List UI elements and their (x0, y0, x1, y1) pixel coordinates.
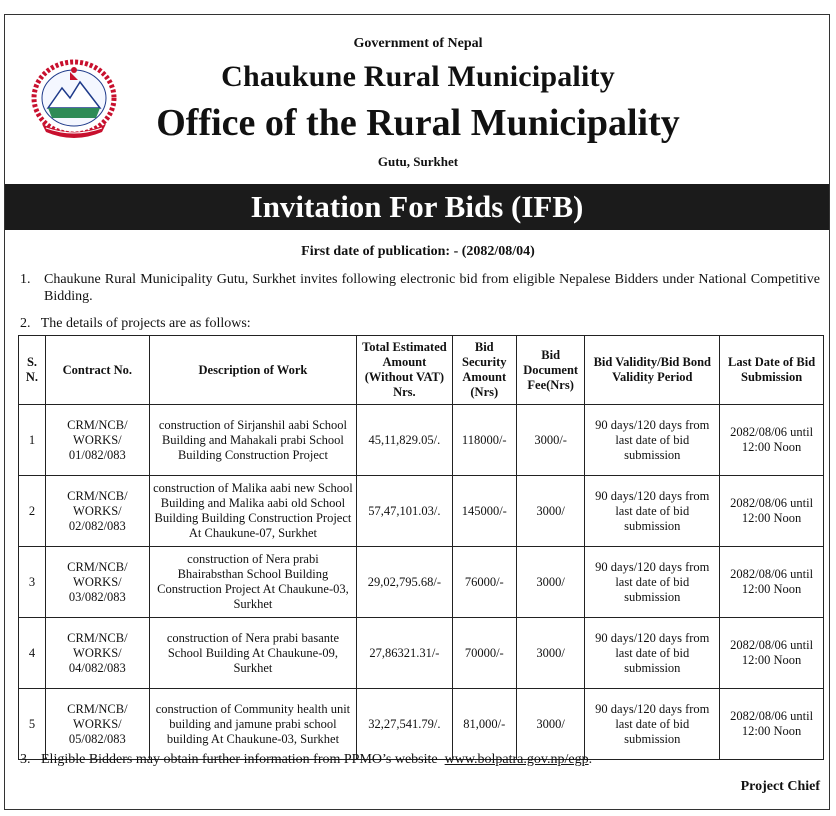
cell-sn: 3 (19, 547, 46, 618)
header-total-amount: Total Estimated Amount (Without VAT) Nrs. (357, 336, 452, 405)
cell-sn: 1 (19, 405, 46, 476)
project-chief-signature: Project Chief (740, 779, 820, 794)
ifb-banner: Invitation For Bids (IFB) (5, 184, 829, 230)
publication-date: First date of publication: - (2082/08/04) (301, 244, 535, 259)
paragraph-3-text: Eligible Bidders may obtain further information from PPMO’s website (41, 752, 438, 767)
header-last-date: Last Date of Bid Submission (720, 336, 824, 405)
cell-last-date: 2082/08/06 until 12:00 Noon (720, 689, 824, 760)
table-row (19, 547, 824, 618)
cell-security: 70000/- (452, 618, 516, 689)
paragraph-1-number: 1. (20, 272, 31, 287)
cell-contract-no: CRM/NCB/ WORKS/ 01/082/083 (45, 405, 149, 476)
cell-amount: 32,27,541.79/. (357, 689, 452, 760)
cell-last-date: 2082/08/06 until 12:00 Noon (720, 618, 824, 689)
cell-description: construction of Nera prabi basante School Building At Chaukune-09, Surkhet (149, 618, 356, 689)
table-row (19, 476, 824, 547)
cell-validity: 90 days/120 days from last date of bid submission (585, 476, 720, 547)
cell-fee: 3000/ (516, 689, 584, 760)
office-name: Office of the Rural Municipality (156, 102, 680, 144)
header-contract-no: Contract No. (45, 336, 149, 405)
cell-validity: 90 days/120 days from last date of bid submission (585, 618, 720, 689)
cell-amount: 29,02,795.68/- (357, 547, 452, 618)
paragraph-3 (20, 751, 592, 768)
paragraph-2 (20, 315, 251, 332)
cell-last-date: 2082/08/06 until 12:00 Noon (720, 476, 824, 547)
cell-contract-no: CRM/NCB/ WORKS/ 03/082/083 (45, 547, 149, 618)
cell-description: construction of Sirjanshil aabi School Building and Mahakali prabi School Building Construction Project (149, 405, 356, 476)
cell-contract-no: CRM/NCB/ WORKS/ 04/082/083 (45, 618, 149, 689)
paragraph-1 (20, 271, 820, 305)
cell-amount: 57,47,101.03/. (357, 476, 452, 547)
cell-amount: 45,11,829.05/. (357, 405, 452, 476)
cell-fee: 3000/ (516, 476, 584, 547)
ppmo-website-link[interactable]: www.bolpatra.gov.np/egp (444, 752, 589, 767)
government-heading: Government of Nepal (353, 36, 483, 51)
office-address: Gutu, Surkhet (377, 154, 459, 169)
header-sn: S. N. (19, 336, 46, 405)
cell-last-date: 2082/08/06 until 12:00 Noon (720, 405, 824, 476)
cell-last-date: 2082/08/06 until 12:00 Noon (720, 547, 824, 618)
bids-table (18, 335, 824, 760)
cell-security: 76000/- (452, 547, 516, 618)
cell-validity: 90 days/120 days from last date of bid submission (585, 689, 720, 760)
paragraph-3-end: . (588, 752, 593, 767)
cell-sn: 5 (19, 689, 46, 760)
cell-contract-no: CRM/NCB/ WORKS/ 02/082/083 (45, 476, 149, 547)
cell-sn: 2 (19, 476, 46, 547)
header-bid-security: Bid Security Amount (Nrs) (452, 336, 516, 405)
cell-fee: 3000/- (516, 405, 584, 476)
cell-security: 81,000/- (452, 689, 516, 760)
paragraph-1-text: Chaukune Rural Municipality Gutu, Surkhet invites following electronic bid from eligible Nepalese Bidders under National Competitive Bidding. (44, 272, 820, 304)
header-bid-validity: Bid Validity/Bid Bond Validity Period (585, 336, 720, 405)
table-row (19, 618, 824, 689)
header-description: Description of Work (149, 336, 356, 405)
cell-fee: 3000/ (516, 618, 584, 689)
header-document-fee: Bid Document Fee(Nrs) (516, 336, 584, 405)
paragraph-3-number: 3. (20, 752, 31, 767)
cell-security: 118000/- (452, 405, 516, 476)
cell-validity: 90 days/120 days from last date of bid submission (585, 547, 720, 618)
cell-amount: 27,86321.31/- (357, 618, 452, 689)
paragraph-2-number: 2. (20, 316, 31, 331)
cell-security: 145000/- (452, 476, 516, 547)
cell-description: construction of Nera prabi Bhairabsthan School Building Construction Project At Chaukune-03, Surkhet (149, 547, 356, 618)
cell-contract-no: CRM/NCB/ WORKS/ 05/082/083 (45, 689, 149, 760)
table-row (19, 405, 824, 476)
table-header-row (19, 336, 824, 405)
paragraph-2-text: The details of projects are as follows: (40, 316, 251, 331)
cell-fee: 3000/ (516, 547, 584, 618)
cell-sn: 4 (19, 618, 46, 689)
cell-description: construction of Malika aabi new School Building and Malika aabi old School Building Building Construction Project At Chaukune-07, Surkhet (149, 476, 356, 547)
municipality-name: Chaukune Rural Municipality (221, 60, 615, 93)
table-row (19, 689, 824, 760)
cell-validity: 90 days/120 days from last date of bid submission (585, 405, 720, 476)
cell-description: construction of Community health unit building and jamune prabi school building At Chaukune-03, Surkhet (149, 689, 356, 760)
